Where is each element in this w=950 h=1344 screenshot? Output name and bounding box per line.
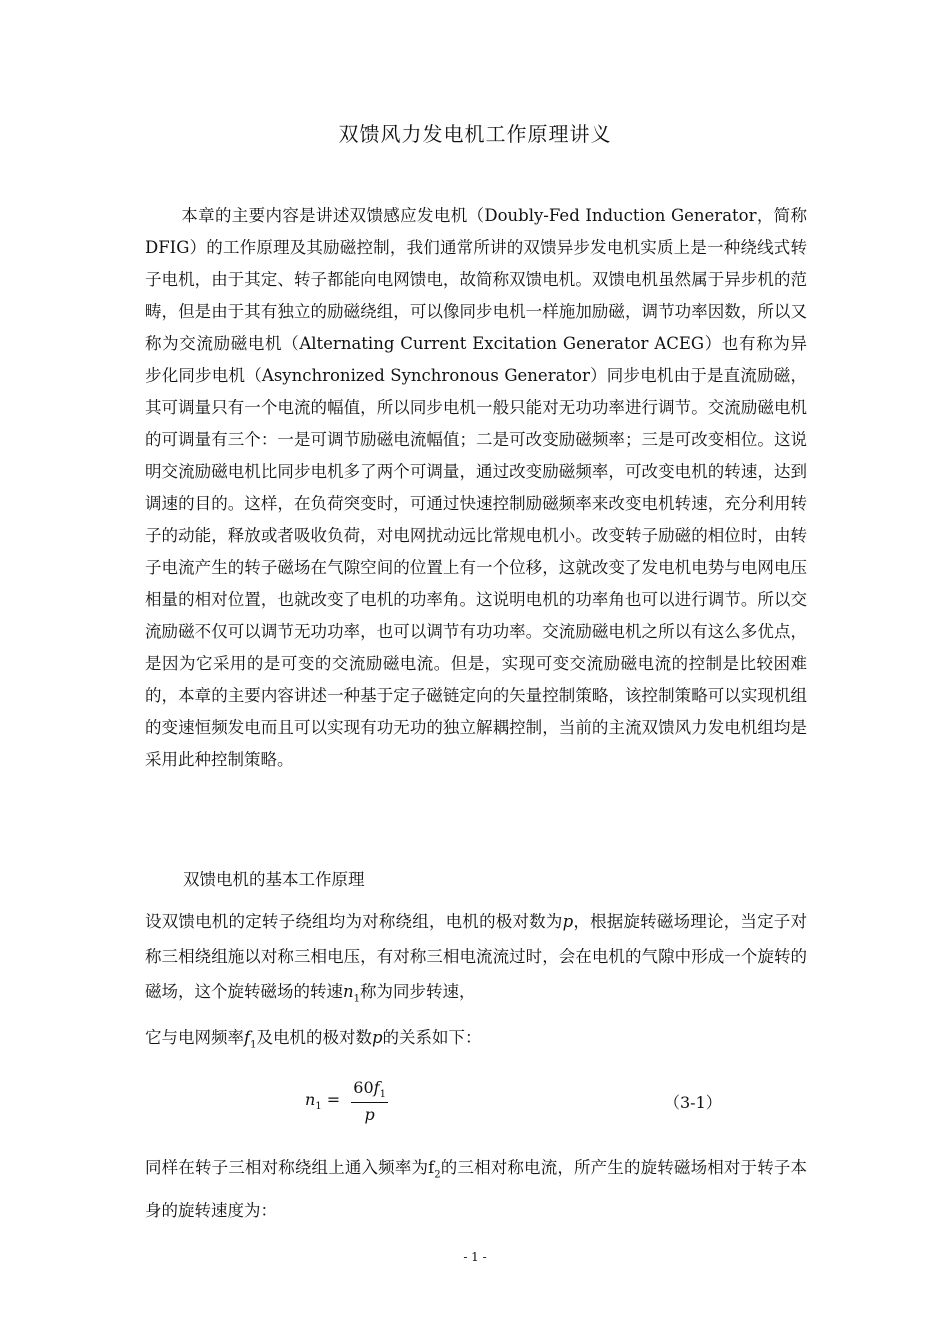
text-run: 同样在转子三相对称绕组上通入频率为 <box>145 1158 429 1177</box>
var-f: f <box>244 1028 251 1047</box>
equation-3-1 <box>305 1078 388 1124</box>
intro-paragraph: 本章的主要内容是讲述双馈感应发电机（Doubly-Fed Induction Generator，简称DFIG）的工作原理及其励磁控制，我们通常所讲的双馈异步发电机实质上是一种绕线式转子电机，由于其定、转子都能向电网馈电，故简称双馈电机。双馈电机虽然属于异步机的范畴，但是由于其有独立的励磁绕组，可以像同步电机一样施加励磁，调节功率因数，所以又称为交流励磁电机（Alternating Current Excitation Generator ACEG）也有称为异步化同步电机（Asynchronized Synchronous Generator）同步电机由于是直流励磁，其可调量只有一个电流的幅值，所以同步电机一般只能对无功功率进行调节。交流励磁电机的可调量有三个：一是可调节励磁电流幅值；二是可改变励磁频率；三是可改变相位。这说明交流励磁电机比同步电机多了两个可调量，通过改变励磁频率，可改变电机的转速，达到调速的目的。这样，在负荷突变时，可通过快速控制励磁频率来改变电机转速，充分利用转子的动能，释放或者吸收负荷，对电网扰动远比常规电机小。改变转子励磁的相位时，由转子电流产生的转子磁场在气隙空间的位置上有一个位移，这就改变了发电机电势与电网电压相量的相对位置，也就改变了电机的功率角。这说明电机的功率角也可以进行调节。所以交流励磁不仅可以调节无功功率，也可以调节有功功率。交流励磁电机之所以有这么多优点，是因为它采用的是可变的交流励磁电流。但是，实现可变交流励磁电流的控制是比较困难的，本章的主要内容讲述一种基于定子磁链定向的矢量控制策略，该控制策略可以实现机组的变速恒频发电而且可以实现有功无功的独立解耦控制，当前的主流双馈风力发电机组均是采用此种控制策略。 <box>145 206 807 769</box>
var-p: p <box>371 1028 383 1047</box>
var-f: f <box>373 1078 380 1097</box>
subscript: 1 <box>315 1101 322 1113</box>
text-run: 称为同步转速， <box>360 982 476 1001</box>
text-run: 及电机的极对数 <box>256 1028 372 1047</box>
var-n: n <box>343 982 354 1001</box>
subscript: 2 <box>434 1169 441 1181</box>
text-run: 设双馈电机的定转子绕组均为对称绕组，电机的极对数为 <box>145 912 563 931</box>
text-run: ，根据旋转磁场理论，当定子对称三相绕组施以对称三相电压，有对称三相电流流过时，会在电机的气隙中形成一个旋转的磁场，这个旋转磁场的转速 <box>145 912 808 1001</box>
equals-sign: = <box>321 1090 341 1109</box>
document-title: 双馈风力发电机工作原理讲义 <box>338 122 612 146</box>
text-run: 的关系如下： <box>382 1028 482 1047</box>
relation-line <box>145 1024 482 1059</box>
equation-lhs <box>305 1090 340 1112</box>
numerator <box>351 1078 388 1103</box>
subscript: 1 <box>353 993 361 1005</box>
subscript: 1 <box>379 1089 386 1101</box>
text-run: 的三相对称电流，所产生的旋转磁场相对于转子本身的旋转速度为： <box>145 1158 808 1221</box>
subscript: 1 <box>250 1039 257 1051</box>
var-f: f <box>428 1158 435 1177</box>
denominator: p <box>364 1105 375 1125</box>
rotor-paragraph <box>145 1150 807 1229</box>
var-p: p <box>562 912 574 931</box>
var-n: n <box>305 1090 316 1109</box>
page-number: - 1 - <box>463 1250 487 1264</box>
number: 60 <box>353 1078 374 1097</box>
equation-number: （3-1） <box>664 1093 722 1112</box>
fraction <box>351 1078 388 1124</box>
section-heading: 双馈电机的基本工作原理 <box>183 870 365 889</box>
text-run: 它与电网频率 <box>145 1028 244 1047</box>
principle-paragraph <box>145 904 807 1016</box>
